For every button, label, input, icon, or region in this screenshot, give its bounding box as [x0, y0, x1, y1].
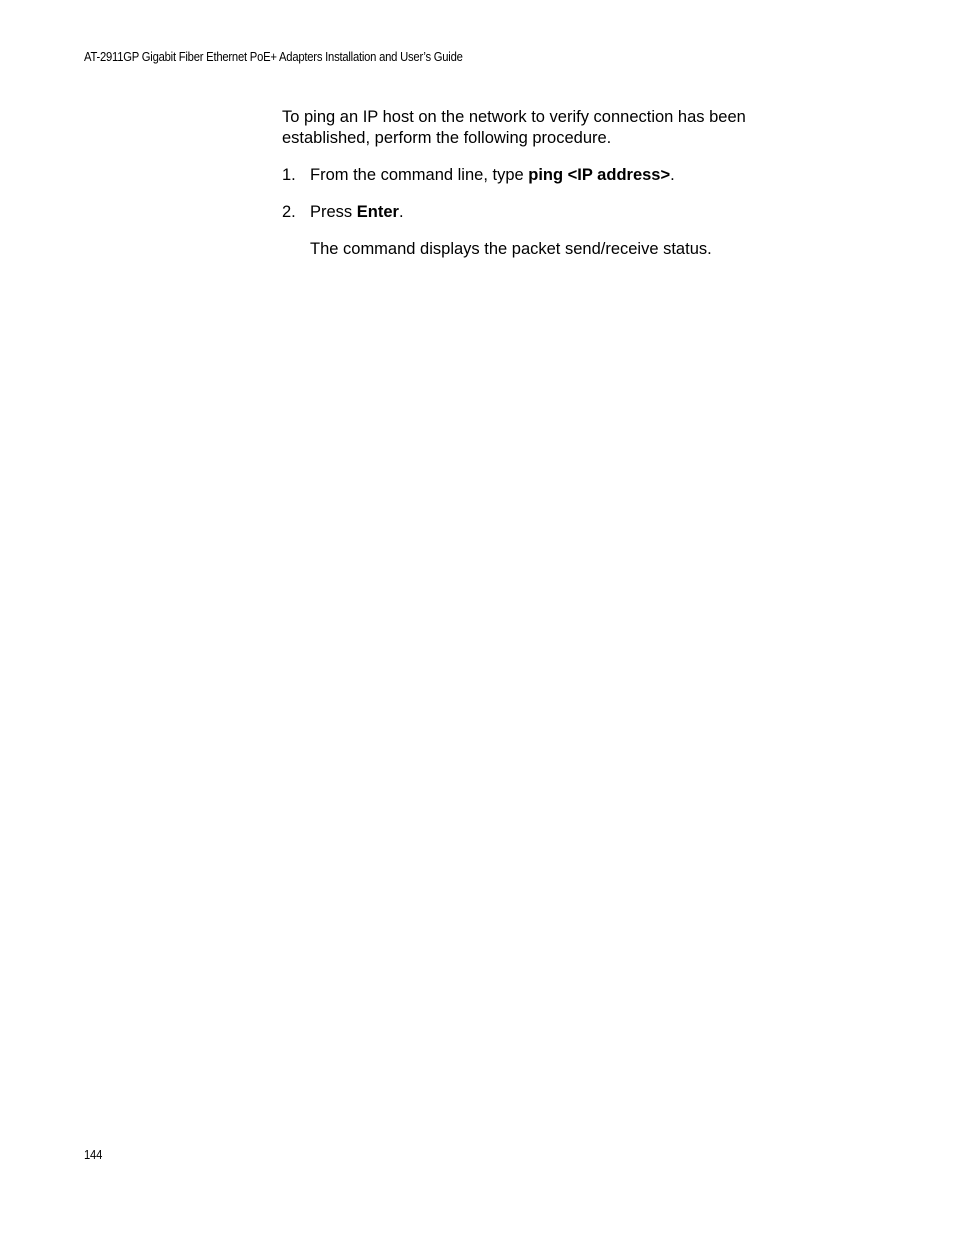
step-number: 2. — [282, 203, 296, 221]
step-result: The command displays the packet send/receive status. — [310, 240, 712, 258]
step-punctuation: . — [398, 203, 404, 221]
procedure-step-1 — [282, 165, 802, 186]
step-command: ping <IP address> — [528, 166, 671, 184]
step-text: Press — [310, 203, 357, 221]
step-number: 1. — [282, 166, 296, 184]
step-key: Enter — [356, 203, 399, 221]
step-text: From the command line, type — [310, 166, 529, 184]
procedure-section — [282, 107, 802, 260]
step-punctuation: . — [670, 166, 675, 184]
procedure-step-2 — [282, 202, 802, 223]
page-number: 144 — [84, 1148, 103, 1162]
intro-paragraph: To ping an IP host on the network to verify connection has been established, perform the following procedure. — [282, 108, 746, 147]
running-header: AT-2911GP Gigabit Fiber Ethernet PoE+ Adapters Installation and User’s Guide — [84, 50, 463, 64]
